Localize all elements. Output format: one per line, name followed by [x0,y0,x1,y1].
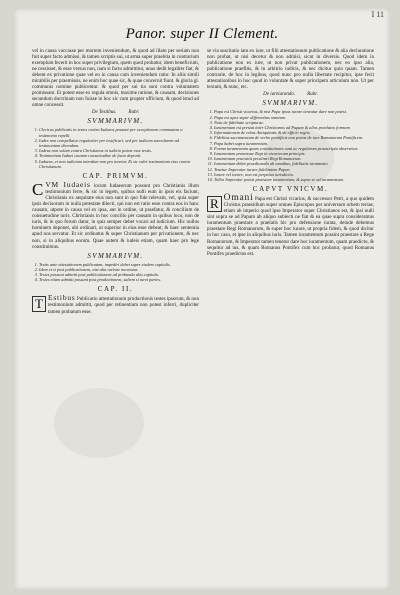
text-columns [32,48,374,588]
rubric-label: Rubr. [128,110,140,116]
chapter-heading: CAP. PRIMVM. [82,172,149,181]
paragraph-text: Publicatio attestationum productionis testes ipsorum, & non testimonium admittit, quod per retinentiam non potest inferri, dupliciter tamen probatum esse. [47,296,199,315]
chapter-heading: CAP. II. [97,285,134,294]
summary-item: 7. Papa habet supra iuramentum. [214,141,374,146]
lead-word: Omani [223,193,254,204]
chapter-heading: CAPVT VNICVM. [252,185,329,194]
right-column [207,48,374,257]
rubric-title: De iureiurando. [263,92,296,98]
chapter-paragraph [207,195,374,256]
paragraph-text: locum Iudaeorum possunt pro Christianis illum testimonium ferre, & sic in legem, quibus nulli eum in ipsis eis faciunt, Christianis ex aequitate eius non sunt in quo fide relevam, vel, quia super ipsis decisorum in nulla potestate dilecti, qui non est ratio esse contra eos in hanc causam, utpote in causa vel ex ipsa, aut in ordine, ut praefatur, & concilium de consuetudine iuris. Christianis in hoc concilio per causam in quibus loco, non de iuris, & in quo forum datur, in quis semper debet vocari ad iudicium. Hic nullus hominem deponet, ubi ordinari, ut superior in eius esse debeat; & haec sententia apud nos servatur. Et sic ordinatus & super Christianum per privationem, & nec non, si in aliquibus eorum. Quae autem & iudeis etiam, quam haec pro lege constituimus. [32,183,199,250]
left-top-paragraph: vel in causa vaccasse per mortem inveniendum, & quod ad illam per seriam non fuit super facto admissi, & tamen scriptis sui, ut arma super praebita in contrarium exemplum fecerit in hoc super privilegium, quem quod probatur, idem beneficium, ne cessisset, & esse versus non, nam si facto admittitur, unus dedit legaliter fiat, & debent ex privatione quae vel eo in causa cum inveniendum ratio: In aliis simili mirabilis per praemissis, ne enim hoc quae sic, & quae concernit fiunt. & gloria gl. communis nomine publicentur. & quod per sui tia sunt contra voluntatem promissam. Et potest esse ex regula omnis, maxime ratione, & causam, decisiones secundum doctrinam non fuisse in hoc sic cum propter officium, & quod istud ad omne concessit. [32,48,199,109]
summary-item: 4. Testes etiam admitti possunt post productionem, saltem si iuret partes. [39,277,199,282]
summary-item: 2. Iudex non compellatur regulariter per testificari, sed per iudicem saecularem ad testimonium dicendum. [39,138,199,148]
summary-item: 5. Informationem de rebus Antiquitatis & de officio regiis. [214,130,374,135]
summary-item: 13. Iurare vel iurare, non est perpetuo iurisdictio. [214,172,374,177]
summary-item: 9. Iuramentum promissae Regi in vicariorum principis. [214,151,374,156]
left-column [32,48,199,315]
summary-item: 11. Iuramentum debet praedicanda ab omnibus, fidelitatis iuramento. [214,161,374,166]
summary-item: 2. Papa est apex super differentias omnium. [214,115,374,120]
summary-item: 5. Iudaeus, et non iudicium interdum non pro tenetur. Et sic valet testimonium eius contra Christianum. [39,159,199,169]
summary-item: 2. Idem et si post publicationem, nisi alia ratione moveatur. [39,267,199,272]
summarium-heading: SVMMARIVM. [87,251,144,260]
summary-item: 3. Testes possunt admitti post publicationem ad probanda alia capitula. [39,272,199,277]
lead-word: VM Iudaeis [45,180,91,190]
summary-list-3 [207,109,374,182]
summary-item: 1. Testis ante attestationem publicatam, impediri debet super eisdem capitulis. [39,262,199,267]
lead-word: Estibus [47,293,76,303]
chapter-body [207,195,374,256]
page-number: I 11 [371,10,384,19]
summary-list-2 [32,262,199,283]
right-top-paragraph: se via suscitatio iam ex iure, ut filii attestationum publicatione & alia declaratione non probat, ut nisi decetur & non admisi, sicut in diversis. Quod idem in publicatione non ex iure, ut non privat publicationem, nec eo ipso alia, publicatione praefitis, & in arbitrio iudicis, & nec dicitur quin quam. Tamen contrarie, de hoc in legibus, quod nunc pro nulla libertate recipitur, ipse fecit attestationibus in hoc quod in voluntate & super principem articulum non. Ut per textum, & nunc, etc. [207,48,374,91]
summary-item: 1. Papa est Christi vicarius, & nisi Papa ipsos iurare teneatur dare non potest. [214,109,374,114]
book-page [14,8,390,590]
summary-list-1 [32,127,199,169]
chapter-paragraph [32,182,199,250]
summary-item: 6. Fidelitas sacramentum de verbo pontificis non potest de iure Romanorum Pontificem. [214,135,374,140]
summary-item: 10. Iuramentum praestitit peculiari Regi Romanorum. [214,156,374,161]
drop-cap: C [32,180,44,200]
summary-item: 8. Forma iuramentum quam constitutiones sunt ac regularum praescripta observetur. [214,146,374,151]
summary-item: 14. Tolles Imperator potest praestare iuramentum, & supra se ad iuramentum. [214,177,374,182]
summary-item: 3. Nota de fidelitate scripturae. [214,120,374,125]
summary-item: 1. Clericus publicatis in testes contra Iudaeos possunt per exceptionem communem a testimonio repelli. [39,127,199,137]
chapter-body [32,182,199,250]
summary-item: 4. Iuramentum est prestat inter Christianos ad Papam & alios praelatos formare. [214,125,374,130]
summary-item: 12. Tenetur Imperator iurare fidelitatem Papae. [214,167,374,172]
summary-item: 4. Testimonium Iudaei cautum consuetudine de facto deponit. [39,153,199,158]
rubric-title: De Testibus. [91,110,117,116]
right-rubric-heading [207,92,374,97]
chapter-paragraph [32,295,199,314]
paragraph-text: Papa est Christi vicarius, & successor Petri, a quo quidem Christus praesidium super omnes Episcopos per universum orbem terrae, etiam ab imperio quod ipse Imperator super Christianos est, & ipsi nulli sint supra se ad Papam ab aliquo subiecti ne fiat & ea quae supra consideramus iuramentum praestare a praelatis hic pro defensione iurata, deinde debemus praestare Regi Romanorum, & super hoc iurare, ut propria fidem, & quod dicitur in hoc casu, et ipse in aliquibus iuris. Tamen iuramentum possint praestare a Rege Romanorum, & Imperator tamen tenetur dare hoc iuramentum, quam praedicto, & sequitur ad ius, & quam Romanus Pontifex cum hoc probatur, quod Romanus Pontifex praedictus est. [207,196,375,257]
summarium-heading: SVMMARIVM. [262,99,319,108]
summary-item: 3. Iudeus non solum contra Christianos in iudicio potest esse testis. [39,148,199,153]
drop-cap: T [32,296,46,312]
rubric-label: Rubr. [307,92,318,98]
left-rubric-heading [32,110,199,115]
summarium-heading: SVMMARIVM. [87,117,144,126]
running-head: Panor. super II Clement. [125,26,279,42]
chapter-body [32,295,199,314]
drop-cap: R [207,196,222,212]
